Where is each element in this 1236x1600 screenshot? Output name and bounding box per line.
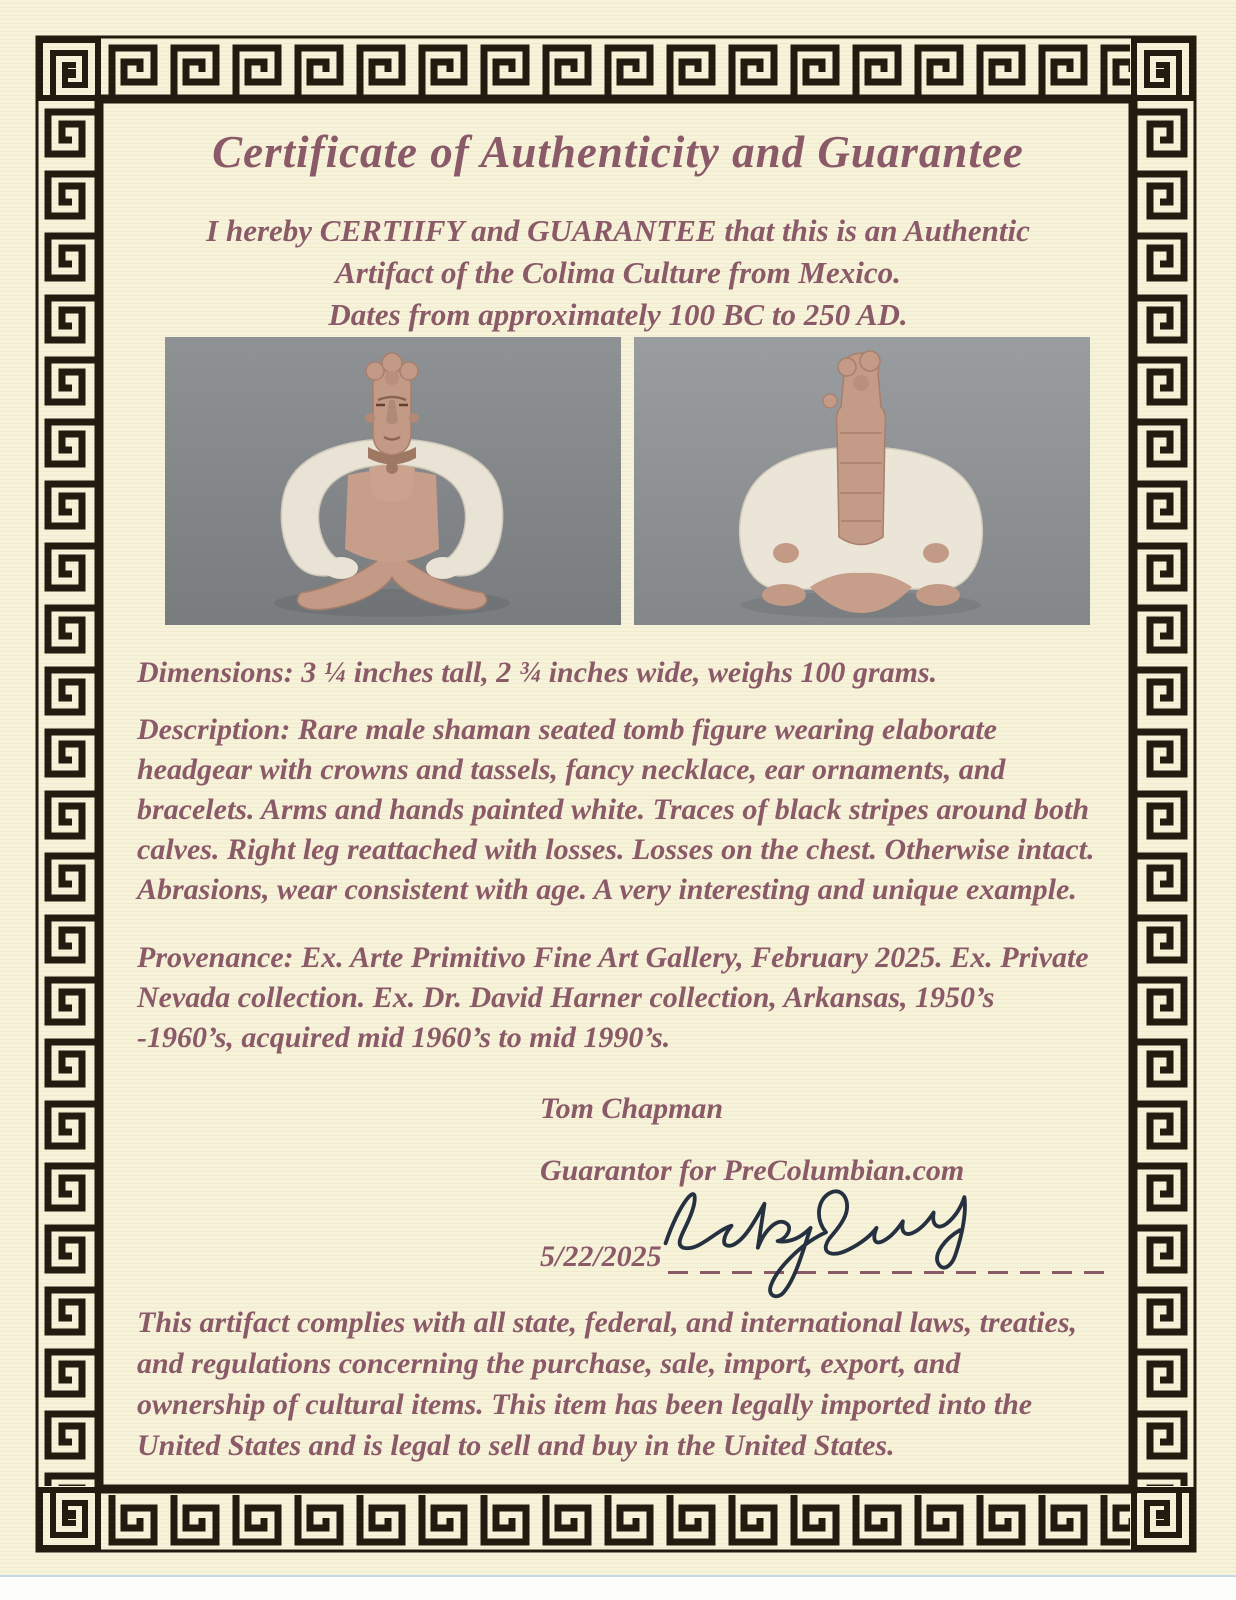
- dimensions-text: 3 ¼ inches tall, 2 ¾ inches wide, weighs 100 grams.: [301, 656, 938, 689]
- statement-line: I hereby CERTIIFY and GUARANTEE that this is an Authentic: [206, 213, 1030, 248]
- guarantor-role: Guarantor for PreColumbian.com: [540, 1154, 965, 1187]
- statement-line: Dates from approximately 100 BC to 250 AD.: [328, 297, 908, 332]
- artifact-photo-front: [165, 337, 621, 625]
- dimensions-label: Dimensions:: [137, 656, 294, 689]
- guarantor-name: Tom Chapman: [540, 1092, 724, 1125]
- provenance-label: Provenance:: [137, 941, 294, 974]
- dimensions-paragraph: [137, 653, 1095, 693]
- provenance-paragraph: [137, 938, 1095, 1058]
- scan-edge-strip: [0, 1575, 1236, 1600]
- artifact-photos: [165, 337, 1090, 625]
- signature-autograph: [650, 1162, 980, 1307]
- artifact-photo-back: [634, 337, 1090, 625]
- figurine-front-image: [165, 337, 621, 625]
- description-paragraph: [137, 710, 1095, 910]
- figurine-back-image: [634, 337, 1090, 625]
- legal-paragraph: This artifact complies with all state, federal, and international laws, treaties, and regulations concerning the purchase, sale, import, export, and ownership of cultural items. This item has been legally imported into the United States and is legal to sell and buy in the United States.: [137, 1306, 1078, 1462]
- certificate-date: 5/22/2025: [540, 1240, 662, 1273]
- statement-line: Artifact of the Colima Culture from Mexico.: [335, 255, 901, 290]
- description-text: Rare male shaman seated tomb figure wearing elaborate headgear with crowns and tassels, fancy necklace, ear ornaments, and bracelets. Arms and hands painted white. Traces of black stripes around both calves. Right leg reattached with losses. Losses on the chest. Otherwise intact. Abrasions, wear consistent with age. A very interesting and unique example.: [137, 713, 1095, 906]
- certification-statement: [120, 210, 1116, 336]
- certificate-title: Certificate of Authenticity and Guarantee: [212, 127, 1024, 177]
- provenance-text: Ex. Arte Primitivo Fine Art Gallery, February 2025. Ex. Private Nevada collection. Ex. Dr. David Harner collection, Arkansas, 1950’s -1960’s, acquired mid 1960’s to mid 1990’s.: [137, 941, 1089, 1054]
- description-label: Description:: [137, 713, 291, 746]
